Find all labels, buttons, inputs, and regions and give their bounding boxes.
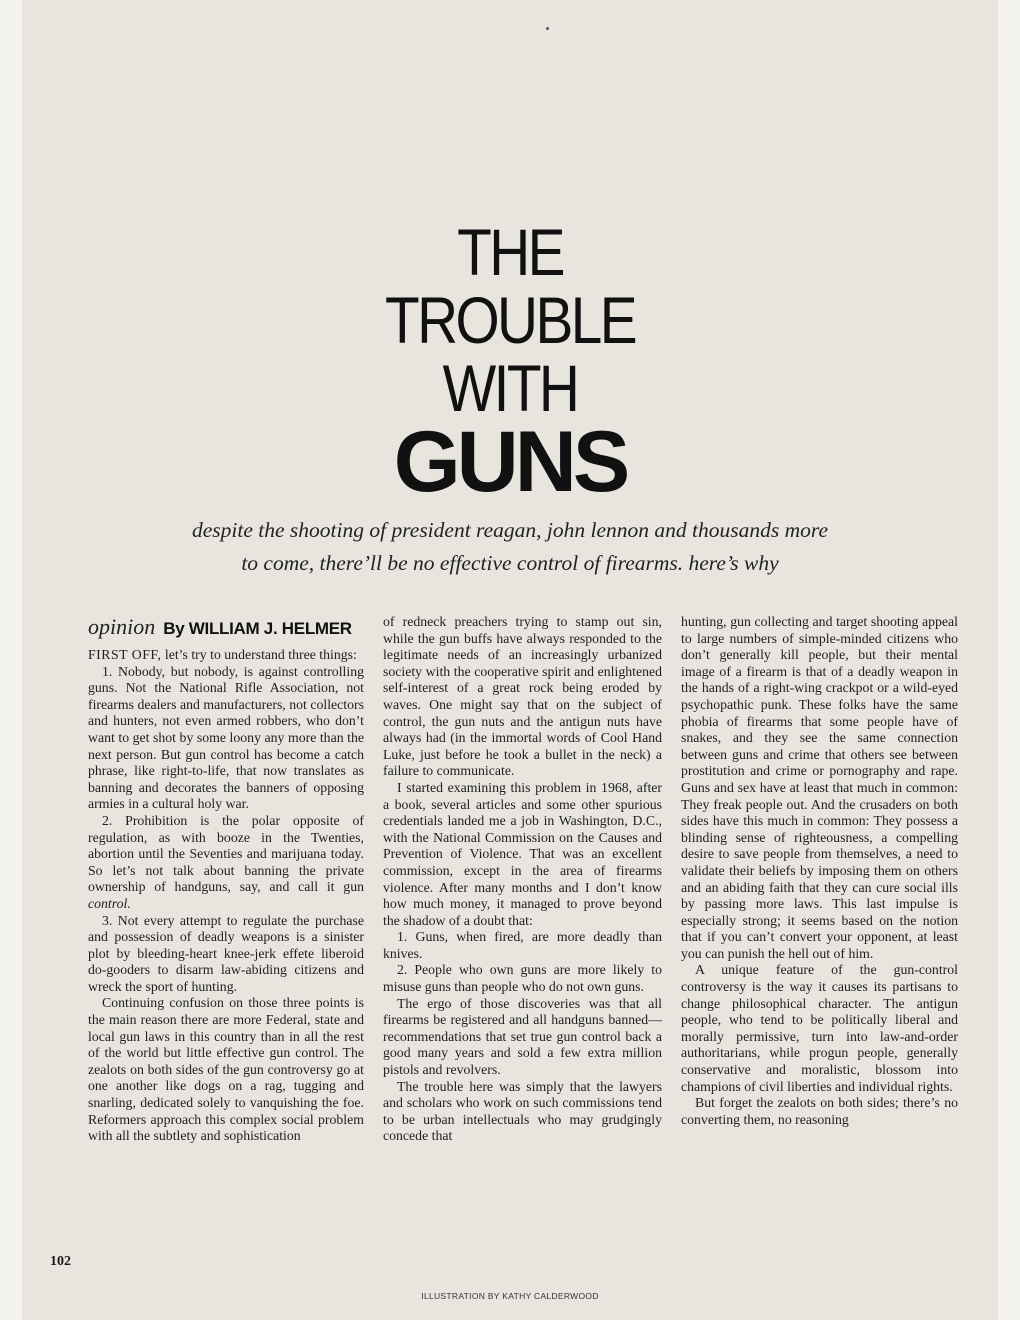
illustration-credit: ILLUSTRATION BY KATHY CALDERWOOD	[421, 1291, 599, 1301]
title-line-trouble: TROUBLE	[384, 283, 636, 357]
text-column-2	[383, 614, 662, 1145]
title-line-guns: GUNS	[393, 414, 627, 510]
paragraph: 1. Nobody, but nobody, is against controlling guns. Not the National Rifle Association, not firearms dealers and manufacturers, not collectors and hunters, not even armed robbers, who don’t want to get shot by some loony any more than the next person. But gun control has become a catch phrase, like right-to-life, that now translates as banning and decorates the banners of opposing armies in a cultural holy war.	[88, 663, 364, 812]
paragraph: 2. People who own guns are more likely to misuse guns than people who do not own guns.	[383, 962, 662, 995]
paragraph-intro	[88, 647, 364, 664]
title-line-the: THE	[457, 215, 563, 289]
speck-mark	[546, 27, 549, 30]
paragraph: 1. Guns, when fired, are more deadly than knives.	[383, 929, 662, 961]
paragraph: The trouble here was simply that the lawyers and scholars who work on such commissions tend to be urban intellectuals who may grudgingly concede that	[383, 1078, 662, 1144]
paragraph: I started examining this problem in 1968, after a book, several articles and some other spurious credentials landed me a job in Washington, D.C., with the National Commission on the Causes and Prevention of Violence. That was an excellent commission, except in the area of firearms violence. After many months and I don’t know how much money, it managed to prove beyond the shadow of a doubt that:	[383, 779, 662, 928]
title-line-with: WITH	[442, 351, 578, 425]
byline	[88, 614, 370, 640]
paragraph: A unique feature of the gun-control controversy is the way it causes its partisans to change philosophical character. The antigun people, who tend to be politically liberal and morally permissive, turn into law-and-order authoritarians, while progun people, generally conservative and moralistic, blossom into champions of civil liberties and individual rights.	[681, 962, 958, 1094]
text-column-1	[88, 647, 364, 1145]
article-subtitle	[150, 514, 870, 580]
paragraph-text: 2. Prohibition is the polar opposite of regulation, as with booze in the Twenties, abortion until the Seventies and marijuana today. So let’s not talk about banning the private ownership of handguns, say, and call it gun	[88, 812, 364, 895]
subtitle-line-2: to come, there’ll be no effective control of firearms. here’s why	[241, 551, 779, 575]
paragraph: The ergo of those discoveries was that all firearms be registered and all handguns banned—recommendations that set true gun control back a good many years and sold a few extra million pistols and revolvers.	[383, 995, 662, 1078]
text-column-3	[681, 614, 958, 1128]
paragraph: Continuing confusion on those three points is the main reason there are more Federal, state and local gun laws in this country than in all the rest of the world but little effective gun control. The zealots on both sides of the gun controversy go at one another like dogs on a rag, tugging and snarling, dedicated solely to vanquishing the foe. Reformers approach this complex social problem with all the subtlety and sophistication	[88, 995, 364, 1144]
section-label: opinion	[88, 614, 156, 639]
paragraph: 3. Not every attempt to regulate the purchase and possession of deadly weapons is a sinister plot by bleeding-heart knee-jerk effete liberoid do-gooders to disarm law-abiding citizens and wreck the sport of hunting.	[88, 912, 364, 994]
author-name: By WILLIAM J. HELMER	[163, 619, 352, 638]
paragraph	[88, 813, 364, 913]
page-number: 102	[50, 1254, 71, 1269]
intro-text: let’s try to understand three things:	[164, 647, 357, 662]
paragraph: of redneck preachers trying to stamp out sin, while the gun buffs have always responded to the legitimate needs of an increasingly urbanized society with the cooperative spirit and enlightened self-interest of a great rock being eroded by waves. One might say that on the subject of control, the gun nuts and the antigun nuts have always had (in the immortal words of Cool Hand Luke, just before he took a bullet in the neck) a failure to communicate.	[383, 614, 662, 779]
emphasis-text: control.	[88, 895, 131, 911]
subtitle-line-1: despite the shooting of president reagan, john lennon and thousands more	[192, 518, 828, 542]
article-title	[330, 215, 690, 510]
paragraph: hunting, gun collecting and target shooting appeal to large numbers of simple-minded citizens who don’t generally kill people, but their mental image of a firearm is that of a deadly weapon in the hands of a right-wing crackpot or a wild-eyed psychopathic punk. These folks have the same phobia of firearms that some people have of snakes, and they see the same connection between guns and crime that others see between prostitution and crime or pornography and rape. Guns and sex have at least that much in common: They freak people out. And the crusaders on both sides have this much in common: They possess a blinding sense of righteousness, a compelling desire to save people from themselves, a need to validate their beliefs by imposing them on others and an abiding faith that they can cure social ills by passing more laws. This last impulse is especially strong; it seems based on the notion that if you can’t convert your opponent, at least you can punish the hell out of him.	[681, 614, 958, 961]
paragraph: But forget the zealots on both sides; there’s no converting them, no reasoning	[681, 1095, 958, 1127]
lead-in-caps: FIRST OFF,	[88, 647, 162, 662]
